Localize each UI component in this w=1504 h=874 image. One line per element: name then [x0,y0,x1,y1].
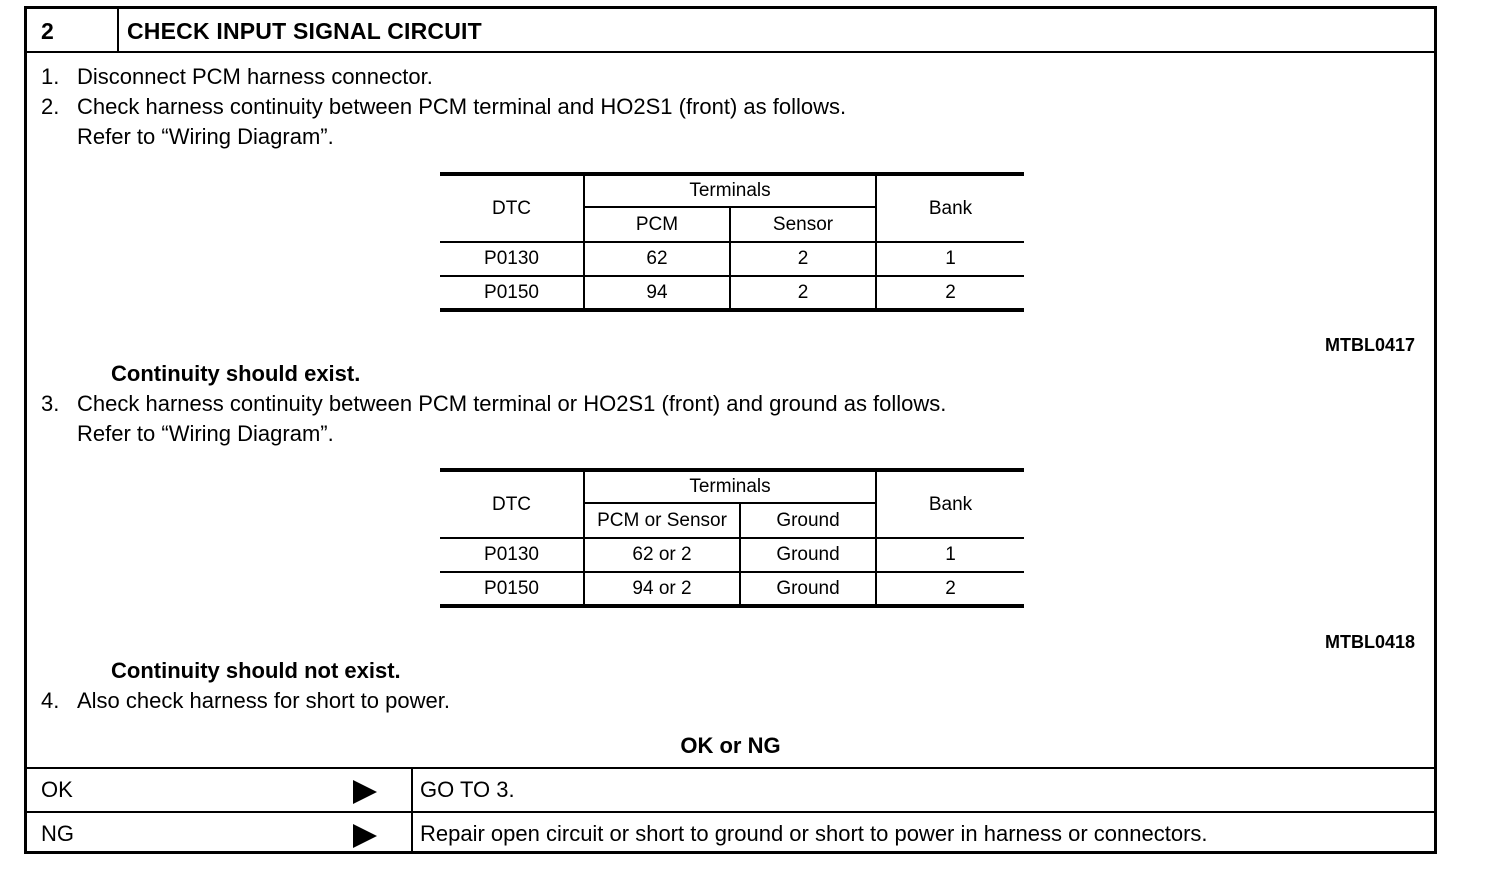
header-dtc: DTC [440,174,584,242]
result-divider [411,813,413,854]
result-row-ng [27,811,1434,854]
result-label-ok: OK [41,777,73,802]
cell-pcm: 94 [584,276,730,310]
table-row [440,538,1024,572]
cell-pcm: 62 [584,242,730,276]
instruction-text: Also check harness for short to power. [77,688,450,713]
step-frame [24,6,1437,854]
cell-pcm-or-sensor: 62 or 2 [584,538,740,572]
instruction-2 [41,94,846,120]
cell-bank: 1 [876,242,1024,276]
result-divider [411,769,413,811]
cell-dtc: P0130 [440,538,584,572]
table-row [440,572,1024,606]
instruction-number: 3. [41,391,60,416]
table-row [440,242,1024,276]
header-bank: Bank [876,174,1024,242]
header-dtc: DTC [440,470,584,538]
cell-bank: 1 [876,538,1024,572]
cell-ground: Ground [740,572,876,606]
header-terminals: Terminals [584,470,876,503]
table-row [440,276,1024,310]
instruction-3 [41,391,946,417]
cell-sensor: 2 [730,242,876,276]
cell-ground: Ground [740,538,876,572]
header-pcm-or-sensor: PCM or Sensor [584,503,740,538]
step-title: CHECK INPUT SIGNAL CIRCUIT [127,18,482,44]
cell-dtc: P0130 [440,242,584,276]
result-action-ng: Repair open circuit or short to ground or short to power in harness or connectors. [420,821,1208,846]
result-label-ng: NG [41,821,74,846]
header-divider [117,9,119,51]
figure-ref-code: MTBL0417 [1325,335,1416,355]
instruction-text: Check harness continuity between PCM terminal and HO2S1 (front) as follows. [77,94,847,119]
figure-ref-code: MTBL0418 [1325,632,1416,652]
header-ground: Ground [740,503,876,538]
header-pcm: PCM [584,207,730,242]
header-terminals: Terminals [584,174,876,207]
header-bank: Bank [876,470,1024,538]
instruction-2-ref: Refer to “Wiring Diagram”. [77,124,334,149]
continuity-table-2 [440,468,1024,608]
cell-bank: 2 [876,276,1024,310]
result-action-ok: GO TO 3. [420,777,515,802]
no-continuity-note: Continuity should not exist. [111,658,401,683]
step-number: 2 [41,18,54,44]
header-sensor: Sensor [730,207,876,242]
cell-dtc: P0150 [440,572,584,606]
cell-bank: 2 [876,572,1024,606]
result-title: OK or NG [680,733,781,758]
result-row-ok [27,767,1434,811]
instruction-number: 4. [41,688,60,713]
step-header [27,9,1434,53]
continuity-note: Continuity should exist. [111,361,361,386]
continuity-table-1 [440,172,1024,312]
instruction-3-ref: Refer to “Wiring Diagram”. [77,421,334,446]
arrow-right-icon [353,824,377,848]
instruction-1 [41,64,433,90]
cell-pcm-or-sensor: 94 or 2 [584,572,740,606]
instruction-text: Check harness continuity between PCM terminal or HO2S1 (front) and ground as follows. [77,391,947,416]
instruction-number: 1. [41,64,60,89]
instruction-4 [41,688,450,714]
instruction-number: 2. [41,94,60,119]
cell-sensor: 2 [730,276,876,310]
cell-dtc: P0150 [440,276,584,310]
instruction-text: Disconnect PCM harness connector. [77,64,433,89]
arrow-right-icon [353,780,377,804]
